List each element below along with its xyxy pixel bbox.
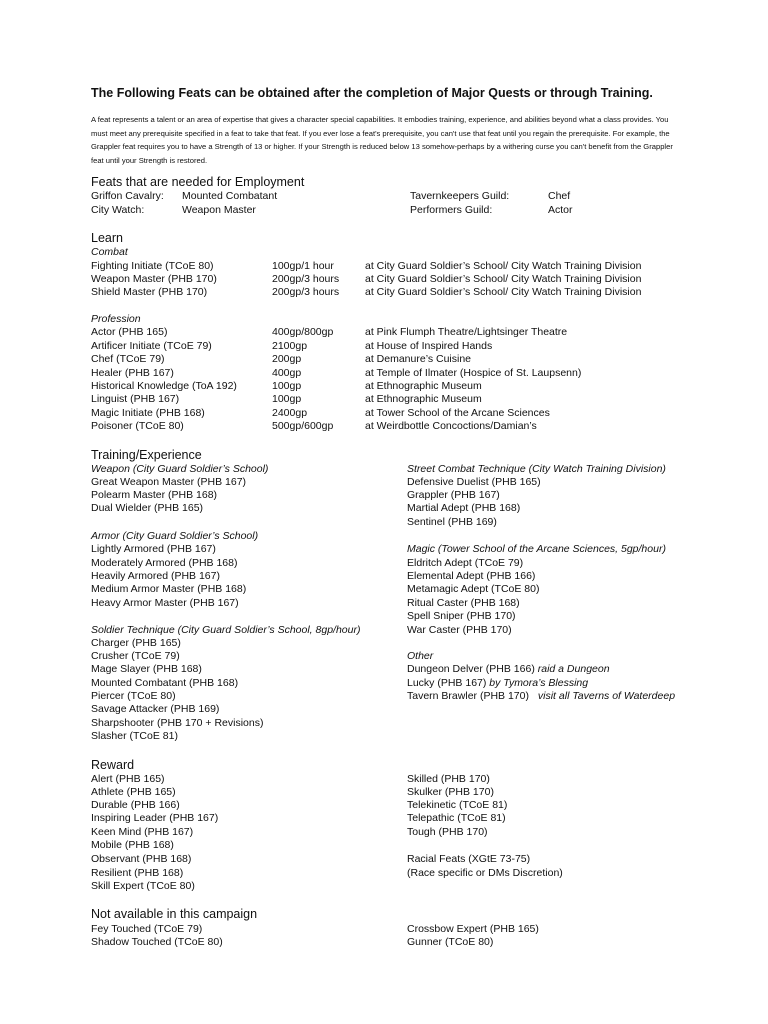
training-feat: Tavern Brawler (PHB 170) bbox=[407, 690, 529, 702]
employment-org: Griffon Cavalry: bbox=[91, 190, 164, 202]
training-feat: Polearm Master (PHB 168) bbox=[91, 489, 218, 501]
learn-feat: Artificer Initiate (TCoE 79) bbox=[91, 340, 212, 352]
learn-cost: 200gp/3 hours bbox=[272, 273, 340, 285]
employment-org: City Watch: bbox=[91, 204, 145, 216]
reward-feat: Athlete (PHB 165) bbox=[91, 786, 176, 798]
training-feat: Sharpshooter (PHB 170 + Revisions) bbox=[91, 717, 264, 729]
training-feat: Sentinel (PHB 169) bbox=[407, 516, 497, 528]
unavailable-feat: Crossbow Expert (PHB 165) bbox=[407, 923, 539, 935]
combat-label: Combat bbox=[91, 246, 128, 258]
training-feat: Crusher (TCoE 79) bbox=[91, 650, 180, 662]
learn-cost: 2100gp bbox=[272, 340, 308, 352]
reward-feat: Resilient (PHB 168) bbox=[91, 867, 184, 879]
training-feat: Metamagic Adept (TCoE 80) bbox=[407, 583, 540, 595]
learn-location: at City Guard Soldier’s School/ City Watch Training Division bbox=[365, 286, 642, 298]
training-feat: Lightly Armored (PHB 167) bbox=[91, 543, 216, 555]
reward-feat: Telekinetic (TCoE 81) bbox=[407, 799, 508, 811]
magic-label: Magic (Tower School of the Arcane Sciences, 5gp/hour) bbox=[407, 543, 666, 555]
training-feat: Medium Armor Master (PHB 168) bbox=[91, 583, 247, 595]
learn-cost: 100gp bbox=[272, 380, 302, 392]
training-feat: Defensive Duelist (PHB 165) bbox=[407, 476, 541, 488]
other-feat-row bbox=[407, 677, 588, 690]
profession-label: Profession bbox=[91, 313, 141, 325]
training-feat: Heavy Armor Master (PHB 167) bbox=[91, 597, 239, 609]
unavailable-heading: Not available in this campaign bbox=[91, 907, 258, 921]
feat-note: visit all Taverns of Waterdeep bbox=[537, 690, 676, 702]
learn-location: at Tower School of the Arcane Sciences bbox=[365, 407, 550, 419]
learn-cost: 500gp/600gp bbox=[272, 420, 334, 432]
learn-feat: Magic Initiate (PHB 168) bbox=[91, 407, 205, 419]
training-feat: Dual Wielder (PHB 165) bbox=[91, 502, 204, 514]
learn-cost: 200gp/3 hours bbox=[272, 286, 340, 298]
reward-feat: Durable (PHB 166) bbox=[91, 799, 180, 811]
learn-feat: Healer (PHB 167) bbox=[91, 367, 174, 379]
learn-location: at Weirdbottle Concoctions/Damian’s bbox=[365, 420, 537, 432]
learn-feat: Fighting Initiate (TCoE 80) bbox=[91, 260, 214, 272]
employment-org: Performers Guild: bbox=[410, 204, 493, 216]
reward-feat: Inspiring Leader (PHB 167) bbox=[91, 812, 219, 824]
racial-feats: Racial Feats (XGtE 73-75) bbox=[407, 853, 531, 865]
learn-location: at City Guard Soldier’s School/ City Watch Training Division bbox=[365, 260, 642, 272]
learn-feat: Linguist (PHB 167) bbox=[91, 393, 180, 405]
training-feat: War Caster (PHB 170) bbox=[407, 624, 512, 636]
training-feat: Mage Slayer (PHB 168) bbox=[91, 663, 202, 675]
street-combat-label: Street Combat Technique (City Watch Training Division) bbox=[407, 463, 666, 475]
weapon-label: Weapon (City Guard Soldier’s School) bbox=[91, 463, 269, 475]
learn-location: at City Guard Soldier’s School/ City Watch Training Division bbox=[365, 273, 642, 285]
training-feat: Piercer (TCoE 80) bbox=[91, 690, 176, 702]
learn-cost: 100gp/1 hour bbox=[272, 260, 334, 272]
learn-cost: 400gp/800gp bbox=[272, 326, 334, 338]
reward-feat: Skilled (PHB 170) bbox=[407, 773, 490, 785]
reward-feat: Telepathic (TCoE 81) bbox=[407, 812, 506, 824]
employment-feat: Chef bbox=[548, 190, 571, 202]
feat-note: raid a Dungeon bbox=[537, 663, 610, 675]
employment-feat: Actor bbox=[548, 204, 573, 216]
other-feat-row bbox=[407, 690, 675, 703]
intro-paragraph: A feat represents a talent or an area of expertise that gives a character special capabilities. It embodies training, experience, and abilities beyond what a class provides. You must meet any prerequisite specified in a feat to take that feat. If you ever lose a feat's prerequisite, you can't use that feat until you regain the prerequisite. For example, the Grappler feat requires you to have a Strength of 13 or higher. If your Strength is reduced below 13 somehow-perhaps by a withering curse you can't benefit from the Grappler feat until your Strength is restored. bbox=[91, 115, 673, 165]
unavailable-feat: Gunner (TCoE 80) bbox=[407, 936, 494, 948]
training-feat: Charger (PHB 165) bbox=[91, 637, 181, 649]
learn-feat: Weapon Master (PHB 170) bbox=[91, 273, 217, 285]
armor-label: Armor (City Guard Soldier’s School) bbox=[91, 530, 259, 542]
training-heading: Training/Experience bbox=[91, 448, 202, 462]
unavailable-feat: Fey Touched (TCoE 79) bbox=[91, 923, 203, 935]
training-feat: Moderately Armored (PHB 168) bbox=[91, 557, 238, 569]
training-feat: Mounted Combatant (PHB 168) bbox=[91, 677, 239, 689]
learn-cost: 200gp bbox=[272, 353, 302, 365]
learn-feat: Actor (PHB 165) bbox=[91, 326, 168, 338]
training-feat: Grappler (PHB 167) bbox=[407, 489, 500, 501]
training-feat: Martial Adept (PHB 168) bbox=[407, 502, 521, 514]
reward-feat: Alert (PHB 165) bbox=[91, 773, 165, 785]
reward-feat: Mobile (PHB 168) bbox=[91, 839, 174, 851]
soldier-label: Soldier Technique (City Guard Soldier’s School, 8gp/hour) bbox=[91, 624, 361, 636]
learn-location: at Demanure’s Cuisine bbox=[365, 353, 472, 365]
reward-feat: Tough (PHB 170) bbox=[407, 826, 488, 838]
learn-feat: Chef (TCoE 79) bbox=[91, 353, 165, 365]
feat-note: by Tymora’s Blessing bbox=[489, 677, 589, 689]
training-feat: Heavily Armored (PHB 167) bbox=[91, 570, 220, 582]
learn-feat: Historical Knowledge (ToA 192) bbox=[91, 380, 237, 392]
learn-location: at Ethnographic Museum bbox=[365, 380, 482, 392]
training-feat: Elemental Adept (PHB 166) bbox=[407, 570, 536, 582]
page-title: The Following Feats can be obtained after the completion of Major Quests or through Training. bbox=[91, 86, 653, 100]
employment-heading: Feats that are needed for Employment bbox=[91, 175, 305, 189]
learn-location: at Pink Flumph Theatre/Lightsinger Theatre bbox=[365, 326, 568, 338]
unavailable-feat: Shadow Touched (TCoE 80) bbox=[91, 936, 223, 948]
training-feat: Spell Sniper (PHB 170) bbox=[407, 610, 516, 622]
learn-heading: Learn bbox=[91, 231, 123, 245]
reward-feat: Keen Mind (PHB 167) bbox=[91, 826, 194, 838]
other-label: Other bbox=[407, 650, 434, 662]
training-feat: Lucky (PHB 167) bbox=[407, 677, 487, 689]
training-feat: Savage Attacker (PHB 169) bbox=[91, 703, 220, 715]
learn-location: at Temple of Ilmater (Hospice of St. Laupsenn) bbox=[365, 367, 582, 379]
learn-cost: 2400gp bbox=[272, 407, 308, 419]
reward-feat: Skulker (PHB 170) bbox=[407, 786, 494, 798]
learn-feat: Poisoner (TCoE 80) bbox=[91, 420, 184, 432]
learn-cost: 400gp bbox=[272, 367, 302, 379]
training-feat: Ritual Caster (PHB 168) bbox=[407, 597, 520, 609]
training-feat: Slasher (TCoE 81) bbox=[91, 730, 178, 742]
other-feat-row bbox=[407, 663, 610, 676]
racial-feats-note: (Race specific or DMs Discretion) bbox=[407, 867, 563, 879]
learn-location: at Ethnographic Museum bbox=[365, 393, 482, 405]
reward-heading: Reward bbox=[91, 758, 135, 772]
employment-org: Tavernkeepers Guild: bbox=[410, 190, 510, 202]
training-feat: Great Weapon Master (PHB 167) bbox=[91, 476, 247, 488]
employment-feat: Weapon Master bbox=[182, 204, 256, 216]
training-feat: Dungeon Delver (PHB 166) bbox=[407, 663, 535, 675]
reward-feat: Skill Expert (TCoE 80) bbox=[91, 880, 195, 892]
learn-location: at House of Inspired Hands bbox=[365, 340, 493, 352]
reward-feat: Observant (PHB 168) bbox=[91, 853, 192, 865]
learn-cost: 100gp bbox=[272, 393, 302, 405]
training-feat: Eldritch Adept (TCoE 79) bbox=[407, 557, 524, 569]
learn-feat: Shield Master (PHB 170) bbox=[91, 286, 208, 298]
employment-feat: Mounted Combatant bbox=[182, 190, 278, 202]
